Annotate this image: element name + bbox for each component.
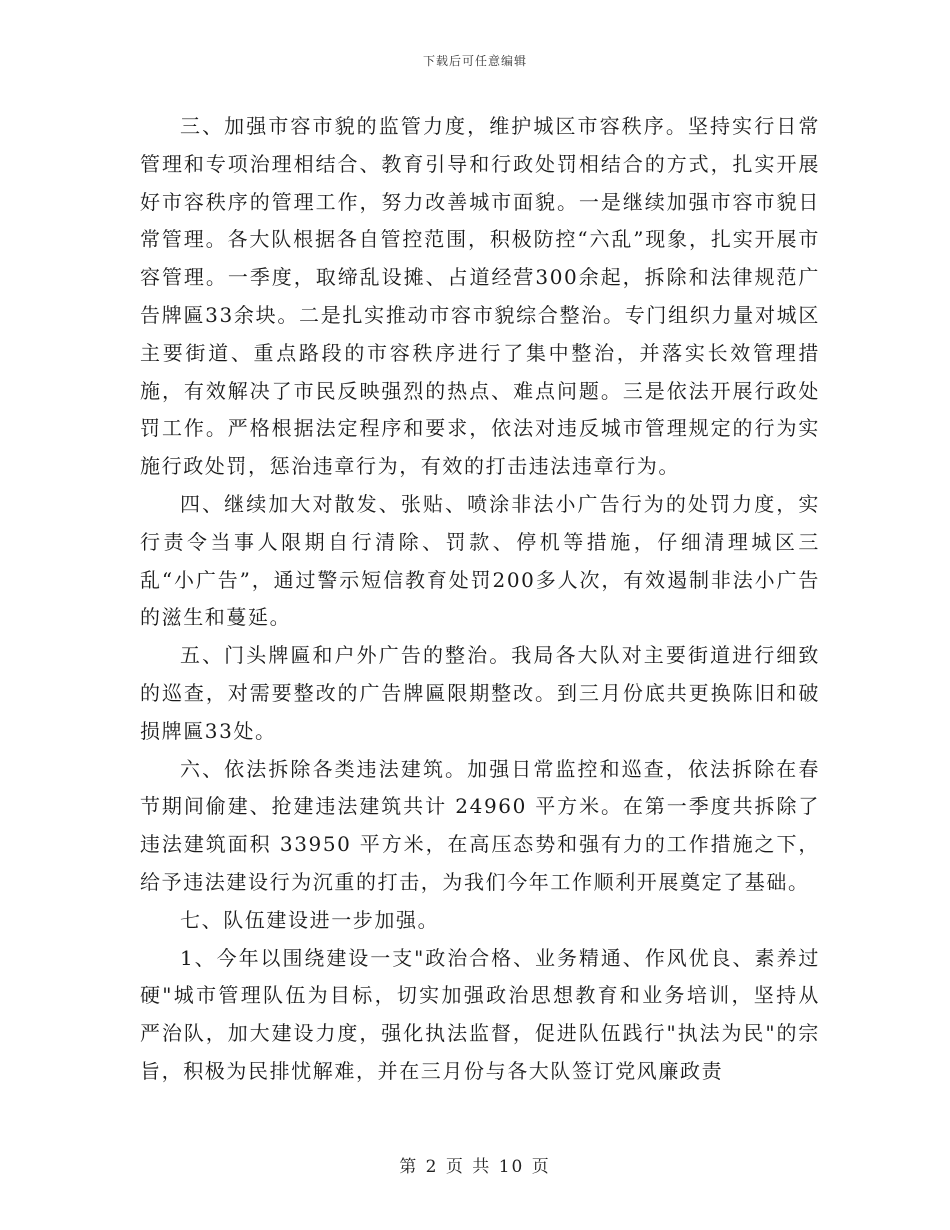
paragraph-4-illegal-ads: 四、继续加大对散发、张贴、喷涂非法小广告行为的处罚力度，实行责令当事人限期自行清除、罚款、停机等措施，仔细清理城区三乱“小广告”，通过警示短信教育处罚200多人次，有效遏制非法小广告的滋生和蔓延。 — [140, 491, 820, 630]
paragraph-7-team-building: 七、队伍建设进一步加强。 — [180, 907, 440, 932]
paragraph-5-signboards: 五、门头牌匾和户外广告的整治。我局各大队对主要街道进行细致的巡查，对需要整改的广告牌匾限期整改。到三月份底共更换陈旧和破损牌匾33处。 — [140, 643, 820, 743]
page-header-note: 下载后可任意编辑 — [422, 54, 527, 68]
document-body — [140, 108, 820, 1091]
paragraph-3-city-appearance: 三、加强市容市貌的监管力度，维护城区市容秩序。坚持实行日常管理和专项治理相结合、教育引导和行政处罚相结合的方式，扎实开展好市容秩序的管理工作，努力改善城市面貌。一是继续加强市容市貌日常管理。各大队根据各自管控范围，积极防控“六乱”现象，扎实开展市容管理。一季度，取缔乱设摊、占道经营300余起，拆除和法律规范广告牌匾33余块。二是扎实推动市容市貌综合整治。专门组织力量对城区主要街道、重点路段的市容秩序进行了集中整治，并落实长效管理措施，有效解决了市民反映强烈的热点、难点问题。三是依法开展行政处罚工作。严格根据法定程序和要求，依法对违反城市管理规定的行为实施行政处罚，惩治违章行为，有效的打击违法违章行为。 — [140, 114, 820, 479]
paragraph-6-illegal-buildings: 六、依法拆除各类违法建筑。加强日常监控和巡查，依法拆除在春节期间偷建、抢建违法建筑共计 24960 平方米。在第一季度共拆除了违法建筑面积 33950 平方米，在高压态势和强有力的工作措施之下，给予违法建设行为沉重的打击，为我们今年工作顺利开展奠定了基础。 — [140, 756, 820, 894]
paragraph-7-1-team-goal: 1、今年以围绕建设一支"政治合格、业务精通、作风优良、素养过硬"城市管理队伍为目标，切实加强政治思想教育和业务培训，坚持从严治队，加大建设力度，强化执法监督，促进队伍践行"执法为民"的宗旨，积极为民排忧解难，并在三月份与各大队签订党风廉政责 — [140, 945, 820, 1083]
page-number: 第 2 页 共 10 页 — [399, 1157, 551, 1177]
